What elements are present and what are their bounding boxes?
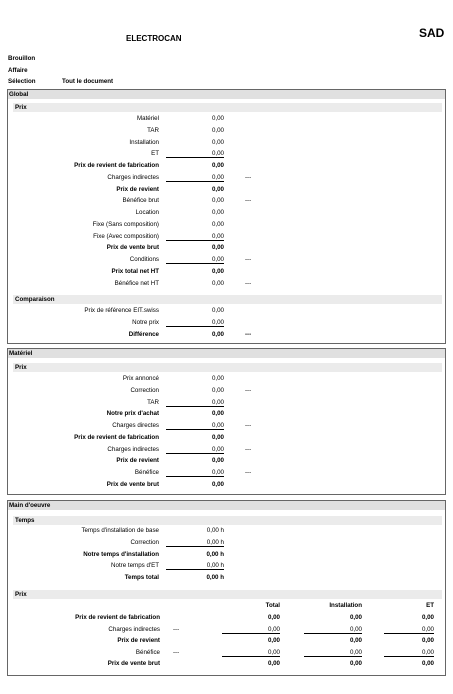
table-row (8, 186, 445, 196)
row-value-installation: 0,00 (349, 614, 362, 621)
row-value: 0,00 (211, 375, 224, 382)
row-value-installation: 0,00 (304, 626, 362, 634)
row-value: 0,00 (211, 162, 224, 169)
row-value: 0,00 (211, 115, 224, 122)
row-label: Charges directes (112, 422, 159, 429)
row-label: Prix de revient de fabrication (74, 433, 159, 441)
table-row (8, 614, 445, 624)
row-dash: --- (245, 256, 252, 263)
row-value-et: 0,00 (421, 614, 434, 621)
table-row (8, 307, 445, 317)
row-value: 0,00 (211, 386, 224, 394)
row-label: Prix de vente brut (106, 244, 159, 252)
table-row (8, 469, 445, 479)
row-label: Bénéfice net HT (114, 279, 159, 287)
row-label: Prix de référence EIT.swiss (84, 307, 159, 314)
global-section (7, 89, 446, 344)
column-header-installation: Installation (329, 602, 362, 609)
table-row (8, 139, 445, 149)
table-row (8, 626, 445, 636)
row-value: 0,00 (211, 279, 224, 287)
row-value: 0,00 (166, 446, 224, 454)
row-dash: --- (173, 648, 180, 656)
table-row (8, 637, 445, 647)
row-dash: --- (245, 445, 252, 453)
row-value: 0,00 h (206, 527, 224, 534)
row-label: Conditions (129, 256, 159, 263)
row-value: 0,00 h (166, 539, 224, 547)
row-dash: --- (173, 625, 180, 633)
row-value: 0,00 h (166, 562, 224, 570)
table-row (8, 319, 445, 329)
row-value: 0,00 h (206, 574, 224, 581)
row-label: Correction (130, 386, 159, 394)
row-label: Notre temps d'installation (83, 550, 159, 558)
row-label: ET (151, 150, 159, 158)
row-label: Prix de revient de fabrication (75, 614, 160, 621)
mainoeuvre-section (7, 500, 446, 676)
table-row (8, 539, 445, 549)
row-label: Prix annoncé (122, 375, 159, 382)
row-label: Matériel (136, 115, 159, 122)
table-row (8, 375, 445, 385)
row-dash: --- (245, 469, 252, 476)
row-label: Différence (128, 330, 159, 338)
table-row (8, 162, 445, 172)
company-name: ELECTROCAN (126, 34, 182, 43)
row-label: Notre prix (132, 318, 159, 326)
table-row (8, 422, 445, 432)
brouillon-label: Brouillon (8, 55, 36, 62)
row-value: 0,00 (211, 267, 224, 275)
mainoeuvre-section-title: Main d'oeuvre (8, 501, 445, 510)
row-value: 0,00 (166, 174, 224, 182)
row-value-total: 0,00 (222, 626, 280, 634)
row-label: Installation (129, 138, 159, 146)
table-row (8, 481, 445, 491)
table-row (8, 410, 445, 420)
table-row (8, 574, 445, 584)
row-value: 0,00 (211, 433, 224, 441)
row-value-installation: 0,00 (304, 649, 362, 657)
row-value: 0,00 (211, 197, 224, 205)
table-row (8, 150, 445, 160)
selection-label: Sélection (8, 78, 36, 85)
row-value-et: 0,00 (384, 626, 434, 634)
row-label: Temps d'installation de base (81, 527, 159, 534)
row-label: Fixe (Sans composition) (92, 220, 159, 228)
row-dash: --- (245, 197, 252, 205)
row-label: Location (135, 209, 159, 216)
row-label: Bénéfice (134, 469, 159, 476)
table-row (8, 233, 445, 243)
row-label: Bénéfice brut (122, 197, 159, 205)
row-dash: --- (245, 386, 252, 394)
row-value: 0,00 (166, 422, 224, 430)
row-value: 0,00 (166, 233, 224, 241)
row-value: 0,00 (211, 138, 224, 146)
row-value-installation: 0,00 (349, 637, 362, 644)
row-value-installation: 0,00 (349, 660, 362, 667)
row-label: Notre temps d'ET (111, 562, 159, 570)
row-value: 0,00 (211, 209, 224, 216)
materiel-section-title: Matériel (8, 349, 445, 358)
materiel-section (7, 348, 446, 495)
row-value: 0,00 (211, 410, 224, 418)
row-label: Correction (130, 538, 159, 546)
global-comparaison-title: Comparaison (13, 295, 442, 304)
column-header-et: ET (426, 602, 434, 609)
row-label: Prix de vente brut (106, 480, 159, 488)
row-value: 0,00 (211, 185, 224, 193)
row-value-et: 0,00 (421, 660, 434, 667)
materiel-prix-title: Prix (13, 363, 442, 372)
row-value: 0,00 (211, 480, 224, 488)
table-row (8, 244, 445, 254)
table-row (8, 527, 445, 537)
mainoeuvre-temps-title: Temps (13, 516, 442, 525)
table-row (8, 551, 445, 561)
row-label: Prix total net HT (111, 267, 159, 275)
table-row (8, 331, 445, 341)
table-row (8, 221, 445, 231)
row-label: Prix de revient de fabrication (74, 162, 159, 169)
row-value-total: 0,00 (267, 637, 280, 644)
table-row (8, 197, 445, 207)
global-prix-title: Prix (13, 103, 442, 112)
row-label: Charges indirectes (107, 173, 159, 181)
table-row (8, 446, 445, 456)
table-row (8, 399, 445, 409)
row-dash: --- (245, 330, 252, 338)
row-label: Prix de revient (117, 637, 160, 644)
table-row (8, 457, 445, 467)
table-row (8, 256, 445, 266)
row-value: 0,00 (211, 457, 224, 465)
row-value: 0,00 (166, 469, 224, 477)
row-label: Bénéfice (135, 648, 160, 656)
row-label: Prix de vente brut (107, 660, 160, 667)
row-value-et: 0,00 (421, 637, 434, 644)
row-label: Prix de revient (116, 457, 159, 465)
row-value: 0,00 (211, 126, 224, 134)
row-value-total: 0,00 (267, 614, 280, 621)
global-section-title: Global (8, 90, 445, 99)
row-value: 0,00 (211, 220, 224, 228)
table-row (8, 660, 445, 670)
row-label: Charges indirectes (108, 625, 160, 633)
row-dash: --- (245, 279, 252, 287)
table-row (8, 115, 445, 125)
row-dash: --- (245, 173, 252, 181)
row-value: 0,00 (211, 244, 224, 252)
row-value-et: 0,00 (384, 649, 434, 657)
row-value: 0,00 (166, 256, 224, 264)
row-label: TAR (147, 126, 159, 134)
row-label: Notre prix d'achat (106, 410, 159, 418)
row-label: Charges indirectes (107, 445, 159, 453)
row-label: Fixe (Avec composition) (93, 232, 159, 240)
mainoeuvre-prix-title: Prix (13, 590, 442, 599)
row-dash: --- (245, 422, 252, 429)
row-value: 0,00 (166, 319, 224, 327)
table-row (8, 174, 445, 184)
row-value: 0,00 (211, 330, 224, 338)
row-value: 0,00 (166, 399, 224, 407)
row-label: Temps total (124, 574, 159, 581)
row-value-total: 0,00 (222, 649, 280, 657)
table-row (8, 127, 445, 137)
document-code: SAD (419, 26, 445, 40)
table-row (8, 209, 445, 219)
row-value: 0,00 (166, 150, 224, 158)
mainoeuvre-prix-header (8, 602, 445, 612)
row-label: TAR (147, 398, 159, 406)
column-header-total: Total (265, 602, 280, 609)
affaire-label: Affaire (8, 67, 28, 74)
row-value: 0,00 h (206, 550, 224, 558)
table-row (8, 268, 445, 278)
row-label: Prix de revient (116, 185, 159, 193)
table-row (8, 562, 445, 572)
row-value: 0,00 (211, 307, 224, 314)
selection-value: Tout le document (62, 78, 114, 85)
table-row (8, 280, 445, 290)
row-value-total: 0,00 (267, 660, 280, 667)
table-row (8, 434, 445, 444)
table-row (8, 649, 445, 659)
table-row (8, 387, 445, 397)
